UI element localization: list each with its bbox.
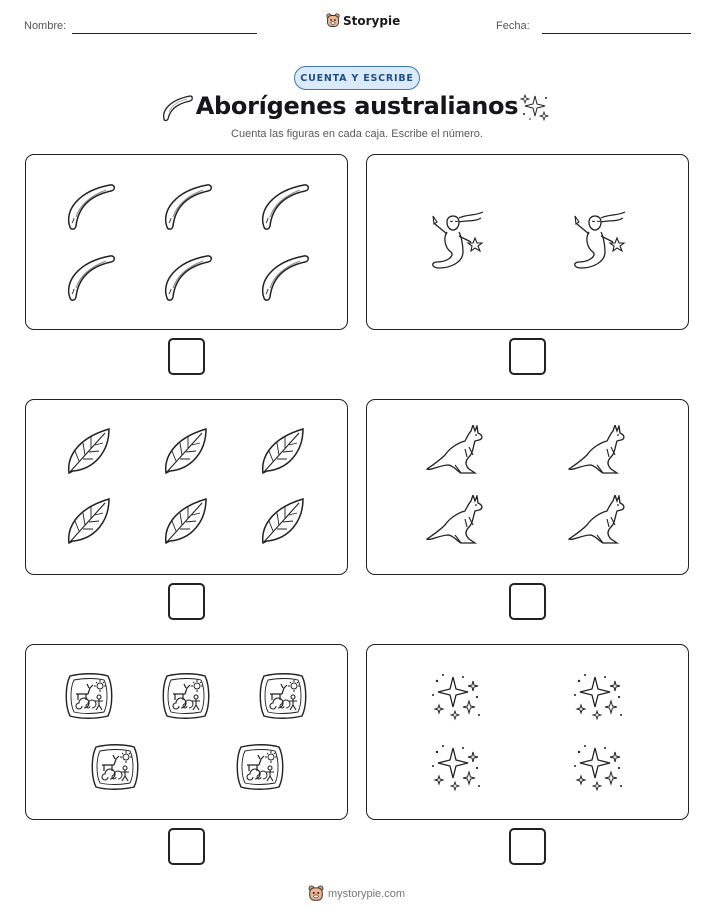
kangaroo-icon <box>425 495 487 547</box>
page-title: Aborígenes australianos <box>195 92 519 120</box>
leaf-icon <box>259 425 307 477</box>
answer-box-6[interactable] <box>509 828 546 865</box>
sparkles-icon <box>429 671 483 721</box>
leaf-icon <box>65 495 113 547</box>
rock-art-icon <box>90 743 140 791</box>
footer <box>308 885 405 902</box>
boomerang-icon <box>256 181 310 231</box>
sparkles-icon <box>571 671 625 721</box>
answer-box-3[interactable] <box>168 583 205 620</box>
name-field[interactable] <box>72 33 257 34</box>
brand-logo <box>326 13 400 28</box>
date-label: Fecha: <box>496 20 530 32</box>
rock-art-icon <box>258 672 308 720</box>
count-box-6 <box>366 644 689 820</box>
count-box-5 <box>25 644 348 820</box>
boomerang-icon <box>256 252 310 302</box>
kangaroo-icon <box>567 425 629 477</box>
bear-logo-icon <box>326 13 340 28</box>
spirit-figure-icon <box>425 208 487 274</box>
rock-art-icon <box>64 672 114 720</box>
sparkles-icon <box>520 92 550 127</box>
kangaroo-icon <box>567 495 629 547</box>
leaf-icon <box>162 495 210 547</box>
boomerang-icon <box>62 252 116 302</box>
footer-site: mystorypie.com <box>328 887 406 900</box>
boomerang-icon <box>159 181 213 231</box>
kangaroo-icon <box>425 425 487 477</box>
brand-name: Storypie <box>343 13 401 28</box>
leaf-icon <box>259 495 307 547</box>
answer-box-1[interactable] <box>168 338 205 375</box>
bear-logo-icon <box>308 885 324 902</box>
leaf-icon <box>162 425 210 477</box>
count-box-4 <box>366 399 689 575</box>
sparkles-icon <box>429 742 483 792</box>
rock-art-icon <box>235 743 285 791</box>
leaf-icon <box>65 425 113 477</box>
answer-box-5[interactable] <box>168 828 205 865</box>
sparkles-icon <box>571 742 625 792</box>
rock-art-icon <box>161 672 211 720</box>
date-field[interactable] <box>542 33 691 34</box>
spirit-figure-icon <box>567 208 629 274</box>
boomerang-icon <box>159 252 213 302</box>
answer-box-4[interactable] <box>509 583 546 620</box>
answer-box-2[interactable] <box>509 338 546 375</box>
activity-badge: CUENTA Y ESCRIBE <box>294 66 420 90</box>
boomerang-icon <box>62 181 116 231</box>
instructions: Cuenta las figuras en cada caja. Escribe el número. <box>231 128 483 140</box>
name-label: Nombre: <box>24 20 67 32</box>
count-box-2 <box>366 154 689 330</box>
